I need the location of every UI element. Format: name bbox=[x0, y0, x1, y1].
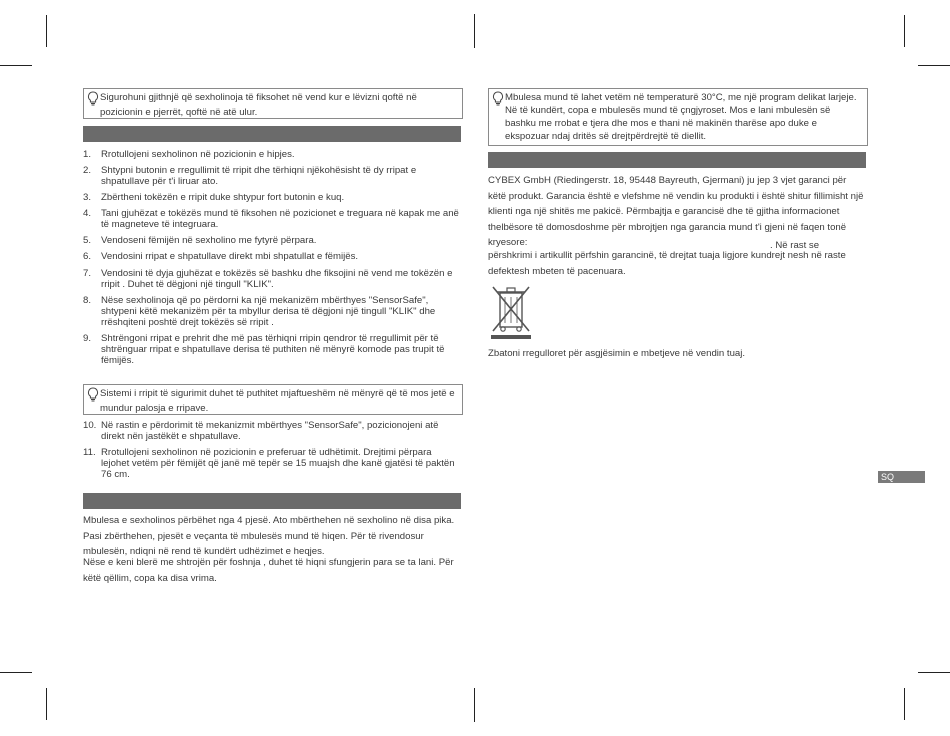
tip-text: Sistemi i rripit të sigurimit duhet të puthitet mjaftueshëm në mënyrë që të mos jetë e mundur palosja e rripave. bbox=[100, 388, 455, 414]
list-item: 6. Vendosini rripat e shpatullave direkt mbi shpatullat e fëmijës. bbox=[83, 251, 359, 263]
crop-mark bbox=[0, 65, 32, 66]
section-header-bar bbox=[488, 152, 866, 168]
list-item: 2. Shtypni butonin e rregullimit të rripit dhe tërhiqni njëkohësisht të dy rripat e shpatullave për t'i liruar ato. bbox=[83, 165, 417, 188]
list-item: 4. Tani gjuhëzat e tokëzës mund të fiksohen në pozicionet e treguara në kapak me anë të magneteve të integruara. bbox=[83, 208, 459, 231]
section-header-bar bbox=[83, 126, 461, 142]
list-item: 9. Shtrëngoni rripat e prehrit dhe më pas tërhiqni rripin qendror të rregullimit për të shtrënguar rripat e shpatullave derisa të puthiten në mënyrë komode pas trupit të fëmijës. bbox=[83, 332, 445, 366]
warranty-paragraph: përshkrimi i artikullit përfshin garancinë, të drejtat tuaja ligjore kundrejt nesh në raste defektesh mbeten të pacenuara. bbox=[488, 250, 846, 277]
cover-paragraph: Nëse e keni blerë me shtrojën për foshnja , duhet të hiqni sfungjerin para se ta lani. Për këtë qëllim, copa ka disa vrima. bbox=[83, 557, 454, 584]
crop-mark bbox=[918, 65, 950, 66]
crop-mark bbox=[0, 672, 32, 673]
tip-text: Mbulesa mund të lahet vetëm në temperaturë 30°C, me një program delikat larjeje. Në të kundërt, copa e mbulesës mund të çngjyroset. Mos e lani mbulesën së bashku me rrobat e tjera dhe mos e thani në makinën tharëse apo duke e ekspozuar ndaj dritës së drejtpërdrejtë të diellit. bbox=[505, 92, 857, 142]
crop-mark bbox=[46, 688, 47, 720]
disposal-text: Zbatoni rregulloret për asgjësimin e mbetjeve në vendin tuaj. bbox=[488, 348, 746, 359]
tip-text: Sigurohuni gjithnjë që sexholinoja të fiksohet në vend kur e lëvizni qoftë në pozicionin e pjerrët, qoftë në atë ulur. bbox=[100, 92, 417, 118]
crop-mark bbox=[918, 672, 950, 673]
list-item: 10. Në rastin e përdorimit të mekanizmit mbërthyes "SensorSafe", pozicionojeni atë direkt nën jastëkët e shpatullave. bbox=[83, 420, 439, 442]
list-item: 11. Rrotullojeni sexholinon në pozicionin e preferuar të udhëtimit. Drejtimi përpara lejohet vetëm për fëmijët që janë më tepër se 15 muajsh dhe kanë gjatësi të paktën 76 cm. bbox=[83, 447, 455, 481]
list-item: 5. Vendoseni fëmijën në sexholino me fytyrë përpara. bbox=[83, 235, 317, 247]
harness-steps-list bbox=[83, 149, 461, 371]
warranty-paragraph: CYBEX GmbH (Riedingerstr. 18, 95448 Bayreuth, Gjermani) ju jep 3 vjet garanci për këtë produkt. Garancia është e vlefshme në vendin ku produkti i është shitur fillimisht një klienti nga një shitës me pakicë. Përmbajtja e garancisë dhe të gjitha informacionet thelbësore të domosdoshme për mbrojtjen nga garancia mund t'i gjeni në faqen tonë kryesore: bbox=[488, 175, 864, 248]
list-item: 3. Zbërtheni tokëzën e rripit duke shtypur fort butonin e kuq. bbox=[83, 192, 345, 204]
list-item: 8. Nëse sexholinoja që po përdorni ka një mekanizëm mbërthyes "SensorSafe", shtypeni këtë mekanizëm për ta mbyllur derisa të dëgjoni një tingull "KLIK" dhe rrëshqiteni poshtë drejt tokëzës së rripit . bbox=[83, 294, 436, 328]
crop-mark bbox=[474, 14, 475, 48]
lightbulb-icon bbox=[492, 91, 504, 107]
cover-paragraph: Mbulesa e sexholinos përbëhet nga 4 pjesë. Ato mbërthehen në sexholino në disa pika. Pasi zbërthehen, pjesët e veçanta të mbulesës mund të hiqen. Për të rivendosur mbulesën, ndiqni në rend të kundërt udhëzimet e heqjes. bbox=[83, 515, 455, 557]
warranty-continuation: . Në rast se bbox=[770, 240, 820, 251]
section-header-bar bbox=[83, 493, 461, 509]
list-item: 7. Vendosini të dyja gjuhëzat e tokëzës së bashku dhe fiksojini në vend me tokëzën e rripit . Duhet të dëgjoni një tingull "KLIK". bbox=[83, 267, 453, 290]
tip-box-washing bbox=[488, 88, 868, 146]
tip-box-belt bbox=[83, 384, 463, 415]
lightbulb-icon bbox=[87, 91, 99, 107]
harness-steps-list-continued bbox=[83, 420, 461, 485]
tip-box-lock bbox=[83, 88, 463, 119]
crop-mark bbox=[46, 15, 47, 47]
list-item: 1. Rrotullojeni sexholinon në pozicionin e hipjes. bbox=[83, 149, 295, 160]
language-tab: SQ bbox=[878, 471, 925, 483]
lightbulb-icon bbox=[87, 387, 99, 403]
crossed-out-wheelie-bin-icon bbox=[489, 283, 534, 341]
crop-mark bbox=[904, 688, 905, 720]
crop-mark bbox=[474, 688, 475, 722]
crop-mark bbox=[904, 15, 905, 47]
